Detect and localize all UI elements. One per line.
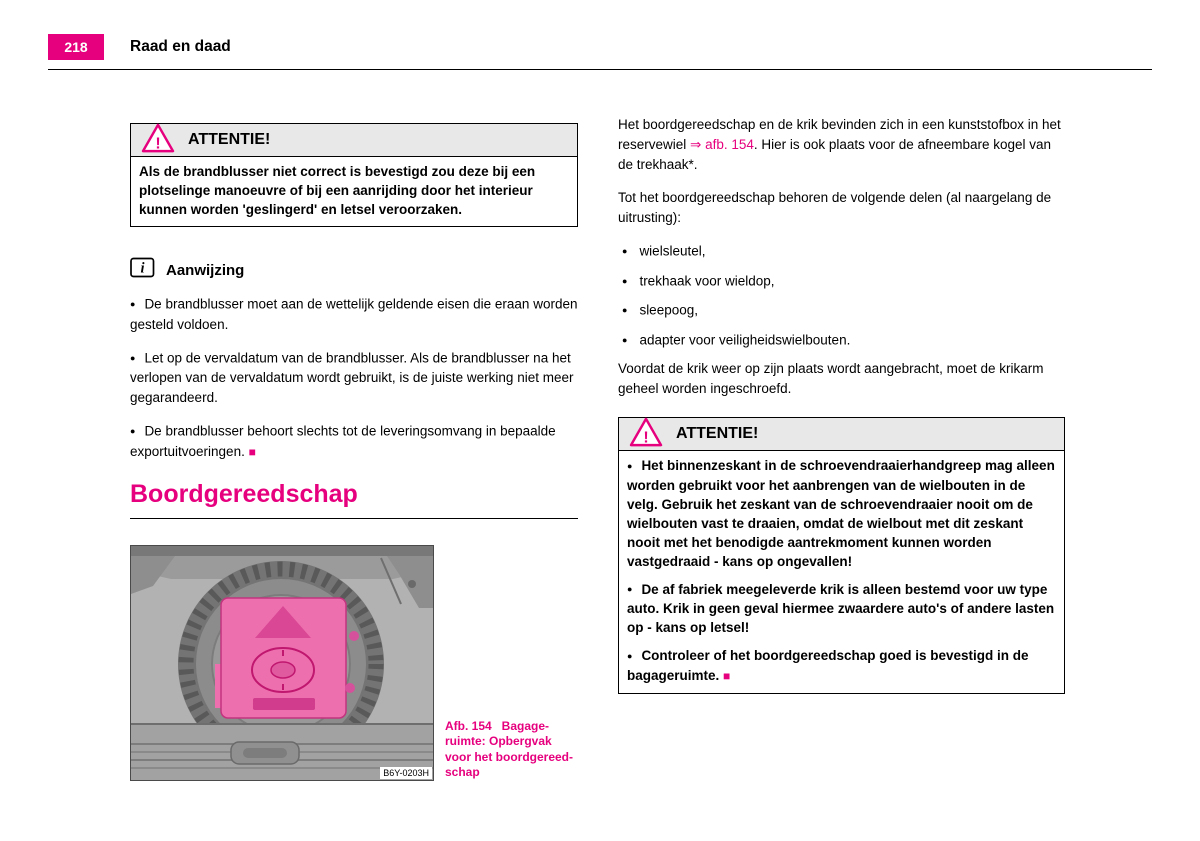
tool-list [618, 241, 1065, 350]
figure-caption [445, 719, 580, 781]
warning-title: ATTENTIE! [188, 131, 271, 148]
section-end-marker: ■ [723, 668, 731, 683]
note-header [130, 257, 578, 283]
warning-item-text: Controleer of het boordgereedschap goed is bevestigd in de bagageruimte. [627, 648, 1029, 683]
svg-text:!: ! [643, 428, 649, 446]
paragraph-tool-intro: Tot het boordgereedschap behoren de volgende delen (al naargelang de uitrusting): [618, 190, 1052, 225]
section-heading-boordgereedschap: Boordgereedschap [130, 480, 578, 519]
warning-item: ● De af fabriek meegeleverde krik is alleen bestemd voor uw type auto. Krik in geen geval hiermee zwaardere auto's of andere lasten op - kans op letsel! [627, 580, 1056, 638]
paragraph-text: . Hier is ook plaats voor de afneembare kogel van de trekhaak*. [618, 137, 1052, 172]
warning-item: ● Het binnenzeskant in de schroevendraaierhandgreep mag alleen worden gebruikt voor het aanbrengen van de wielbouten in de velg. Gebruik het zeskant van de schroevendraaier nooit om de wielbouten vast te draaien, omdat de wielbout met dit zeskant nooit met het benodigde aantrekmoment kunnen worden vastgedraaid - kans op ongevallen! [627, 456, 1056, 571]
warning-triangle-icon [629, 417, 663, 452]
spare-wheel-photo [130, 545, 434, 781]
right-column [618, 115, 1065, 694]
warning-box-body [619, 451, 1064, 693]
warning-item [627, 646, 1056, 686]
caption-line: voor het boordgereed- [445, 749, 574, 764]
warning-title: ATTENTIE! [676, 425, 759, 442]
figure-154 [130, 545, 578, 781]
warning-box-header [131, 124, 577, 157]
warning-text: Als de brandblusser niet correct is bevestigd zou deze bij een plotselinge manoeuvre of bij een aanrijding door het interieur kunnen worden 'geslingerd' en letsel veroorzaken. [139, 164, 536, 217]
note-item [130, 421, 578, 462]
warning-box-boordgereedschap [618, 417, 1065, 694]
tool-list-item: ● wielsleutel, [622, 241, 1065, 262]
caption-line: schap [445, 765, 480, 779]
note-title: Aanwijzing [166, 261, 245, 279]
warning-triangle-icon [141, 123, 175, 158]
image-code-label: B6Y-0203H [380, 767, 432, 779]
caption-line: Afb. 154 Bagage- [445, 718, 550, 733]
left-column [130, 123, 578, 781]
spare-wheel-illustration [131, 546, 433, 780]
tool-list-item: ● trekhaak voor wieldop, [622, 271, 1065, 292]
cross-reference-afb-154: ⇒ afb. 154 [690, 137, 754, 152]
warning-box-brandblusser [130, 123, 578, 227]
tool-list-item: ● adapter voor veiligheidswielbouten. [622, 330, 1065, 351]
paragraph-text: Het boordgereedschap en de krik bevinden zich in een kunststofbox in het reservewiel [618, 117, 1061, 152]
caption-line: ruimte: Opbergvak [445, 734, 552, 748]
note-item: ● Let op de vervaldatum van de brandblusser. Als de brandblusser na het verlopen van de vervaldatum wordt gebruikt, is de juiste werking niet meer gegarandeerd. [130, 348, 578, 409]
paragraph-toolbox-location [618, 115, 1065, 175]
svg-text:!: ! [155, 134, 161, 152]
note-item-text: De brandblusser behoort slechts tot de leveringsomvang in bepaalde exportuitvoeringen. [130, 423, 556, 459]
section-end-marker: ■ [248, 444, 256, 459]
paragraph-krik: Voordat de krik weer op zijn plaats wordt aangebracht, moet de krikarm geheel worden ingeschroefd. [618, 361, 1044, 396]
svg-text:i: i [140, 260, 145, 277]
note-item: ● De brandblusser moet aan de wettelijk geldende eisen die eraan worden gesteld voldoen. [130, 294, 578, 335]
warning-box-body [131, 157, 577, 226]
chapter-title: Raad en daad [130, 38, 231, 55]
page-number-badge: 218 [48, 34, 104, 60]
warning-box-header [619, 418, 1064, 451]
page-header [48, 34, 1152, 70]
info-book-icon [130, 257, 155, 283]
tool-list-item: ● sleepoog, [622, 300, 1065, 321]
